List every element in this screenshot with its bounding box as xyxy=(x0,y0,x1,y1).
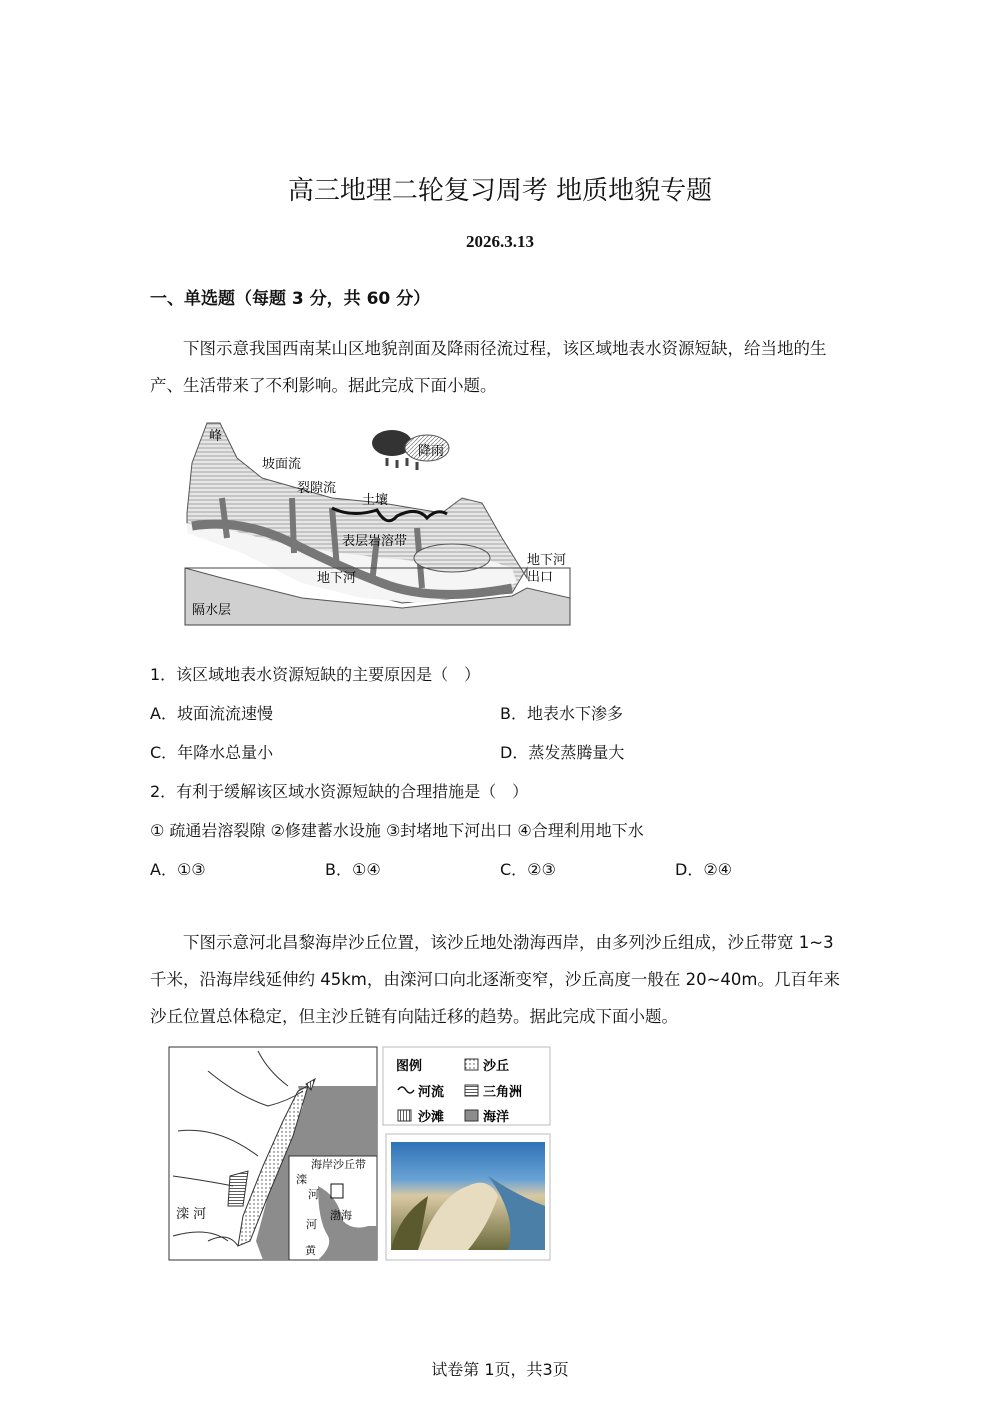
label-outlet-2: 出口 xyxy=(527,570,554,585)
label-underground-river: 地下河 xyxy=(317,571,357,586)
q1-option-b[interactable]: B．地表水下渗多 xyxy=(500,704,623,723)
section-heading: 一、单选题（每题 3 分，共 60 分） xyxy=(150,289,431,309)
passage-2: 下图示意河北昌黎海岸沙丘位置，该沙丘地处渤海西岸，由多列沙丘组成，沙丘带宽 1~3 千米，沿海岸线延伸约 45km，由滦河口向北逐渐变窄，沙丘高度一般在 20~40m。几百年来沙丘位置总体稳定，但主沙丘链有向陆迁移的趋势。据此完成下面小题。 xyxy=(150,933,841,1026)
legend-beach: 沙滩 xyxy=(418,1110,445,1125)
q1-option-c[interactable]: C．年降水总量小 xyxy=(150,743,274,762)
passage-1: 下图示意我国西南某山区地貌剖面及降雨径流过程，该区域地表水资源短缺，给当地的生产、生活带来了不利影响。据此完成下面小题。 xyxy=(150,339,827,395)
legend-title: 图例 xyxy=(396,1059,423,1074)
page-footer: 试卷第 1页，共3页 xyxy=(431,1360,569,1379)
q2-option-b[interactable]: B．①④ xyxy=(325,860,381,879)
legend-dune: 沙丘 xyxy=(483,1059,510,1074)
label-luan-river: 滦 河 xyxy=(176,1207,207,1222)
coastal-dune-map xyxy=(168,1046,553,1264)
label-fissure-flow: 裂隙流 xyxy=(297,481,337,496)
exam-date: 2026.3.13 xyxy=(466,232,534,251)
page-title: 高三地理二轮复习周考 地质地貌专题 xyxy=(287,176,713,206)
label-aquiclude: 隔水层 xyxy=(192,603,232,618)
q2-choices: ① 疏通岩溶裂隙 ②修建蓄水设施 ③封堵地下河出口 ④合理利用地下水 xyxy=(150,821,644,840)
karst-profile-figure xyxy=(182,418,574,628)
label-rain: 降雨 xyxy=(418,444,445,459)
inset-luan-1: 滦 xyxy=(296,1173,307,1186)
q1-option-a[interactable]: A．坡面流流速慢 xyxy=(150,704,273,723)
q2-stem: 2．有利于缓解该区域水资源短缺的合理措施是（ ） xyxy=(150,782,529,801)
legend-sea: 海洋 xyxy=(483,1110,510,1125)
q1-stem: 1．该区域地表水资源短缺的主要原因是（ ） xyxy=(150,665,481,684)
legend-river: 河流 xyxy=(418,1085,445,1100)
q1-option-d[interactable]: D．蒸发蒸腾量大 xyxy=(500,743,625,762)
label-slope-flow: 坡面流 xyxy=(262,457,302,472)
q2-option-c[interactable]: C．②③ xyxy=(500,860,556,879)
label-soil: 土壤 xyxy=(362,493,389,508)
q2-option-d[interactable]: D．②④ xyxy=(675,860,733,879)
inset-luan-2: 河 xyxy=(308,1188,319,1201)
inset-bohai: 渤海 xyxy=(330,1209,352,1222)
label-karst-zone: 表层岩溶带 xyxy=(342,534,408,549)
inset-title: 海岸沙丘带 xyxy=(311,1158,366,1171)
label-outlet-1: 地下河 xyxy=(527,553,567,568)
aerial-dune-photo xyxy=(391,1142,545,1250)
q2-option-a[interactable]: A．①③ xyxy=(150,860,206,879)
label-peak: 峰 xyxy=(209,429,223,444)
legend-delta: 三角洲 xyxy=(483,1085,523,1100)
inset-huang: 黄 xyxy=(305,1244,316,1257)
inset-luan-3: 河 xyxy=(306,1218,317,1231)
